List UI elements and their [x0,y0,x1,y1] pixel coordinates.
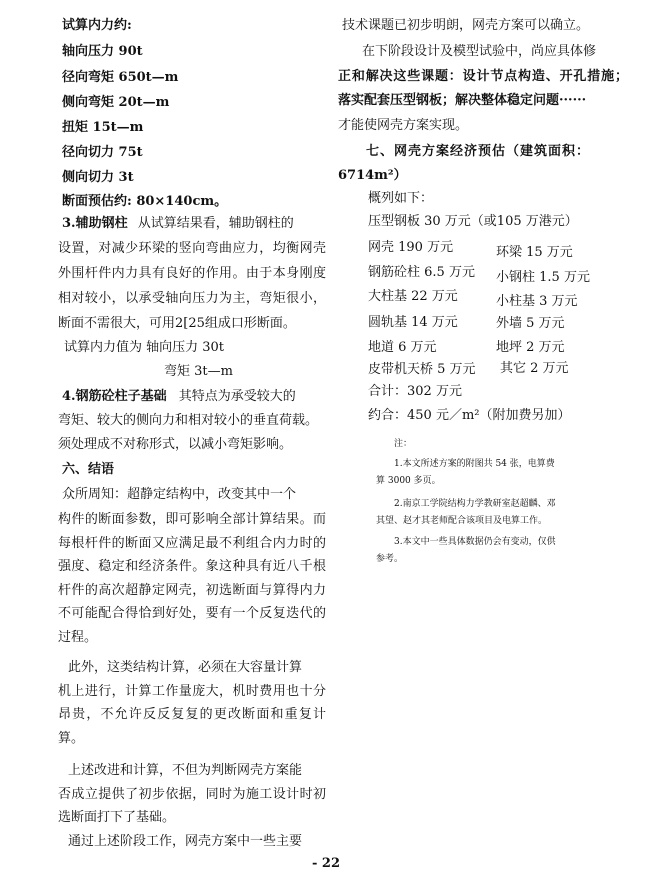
estimate-intro: 概列如下： [368,191,434,206]
conclusion-para3-line: 否成立提供了初步依据，同时为施工设计时初 [58,787,326,802]
rc-column-first-text: 其特点为承受较大的 [178,389,296,404]
note-line: 参考。 [376,554,404,564]
conclusion-para2-line: 此外，这类结构计算，必须在大容量计算 [68,660,303,675]
cost-item-left: 皮带机天桥 5 万元 [368,362,476,377]
cost-item-left: 钢筋砼柱 6.5 万元 [368,265,475,280]
lateral-moment-line: 侧向弯矩 20t—m [62,95,170,110]
rc-column-first-line [62,389,296,405]
conclusion-para4-line: 通过上述阶段工作，网壳方案中一些主要 [68,834,303,849]
continued-line: 技术课题已初步明朗，网壳方案可以确立。 [342,18,590,33]
conclusion-para3-line: 选断面打下了基础。 [58,810,176,825]
aux-column-line: 设置，对减少环梁的竖向弯曲应力，均衡网壳 [58,241,326,256]
radial-moment-line: 径向弯矩 650t—m [62,70,179,85]
axial-force-line: 轴向压力 90t [62,44,143,59]
aux-column-first-text: 从试算结果看，辅助钢柱的 [137,216,294,231]
conclusion-para1-line: 构件的断面参数，即可影响全部计算结果。而 [58,512,326,527]
cost-total: 合计：302 万元 [368,384,462,399]
conclusion-para1-line: 众所周知：超静定结构中，改变其中一个 [62,487,297,502]
conclusion-para1-line: 过程。 [58,630,98,645]
aux-column-heading: 3.辅助钢柱 [62,216,128,231]
aux-force-line-2: 弯矩 3t—m [164,364,233,379]
aux-column-first-line [62,216,326,232]
conclusion-para2-line: 机上进行，计算工作量庞大，机时费用也十分 [58,684,326,699]
next-stage-line: 在下阶段设计及模型试验中，尚应具体修 [362,44,597,59]
rc-column-line: 须处理成不对称形式，以减小弯矩影响。 [58,437,293,452]
cost-item-right: 外墙 5 万元 [496,316,565,331]
steel-plate-cost: 压型钢板 30 万元（或105 万港元） [368,214,578,229]
section7-heading: 七、网壳方案经济预估（建筑面积： [366,144,591,159]
note-line: 3.本文中一些具体数据仍会有变动，仅供 [394,537,556,547]
conclusion-para2-line: 算。 [58,731,85,746]
page-number: - 22 [312,856,341,871]
note-line: 2.南京工学院结构力学教研室赵超麟、邓 [394,499,556,509]
aux-column-line: 外围杆件内力具有良好的作用。由于本身刚度 [58,266,326,281]
conclusion-para3-line: 上述改进和计算，不但为判断网壳方案能 [68,763,303,778]
cost-item-left: 网壳 190 万元 [368,240,454,255]
note-line: 算 3000 多页。 [376,476,441,486]
conclusion-para2-line: 昂贵，不允许反反复复的更改断面和重复计 [58,707,326,722]
lateral-shear-line: 侧向切力 3t [62,170,134,185]
conclusion-para1-line: 杆件的高次超静定网壳，初选断面与算得内力 [58,583,326,598]
note-line: 其望、赵才其老师配合该项目及电算工作。 [376,516,548,526]
cost-item-right: 地坪 2 万元 [496,340,565,355]
conclusion-para1-line: 强度、稳定和经济条件。象这种具有近八千根 [58,559,326,574]
cost-item-left: 大柱基 22 万元 [368,289,458,304]
note-line: 1.本文所述方案的附图共 54 张，电算费 [394,459,555,469]
radial-shear-line: 径向切力 75t [62,145,143,160]
cost-item-right: 环梁 15 万元 [496,245,573,260]
rc-column-heading: 4.钢筋砼柱子基础 [62,389,167,404]
conclusion-para1-line: 不可能配合得恰到好处，要有一个反复迭代的 [58,606,326,621]
next-stage-line: 正和解决这些课题：设计节点构造、开孔措施； [338,69,628,84]
notes-title: 注： [394,439,413,449]
aux-force-line-1: 试算内力值为 轴向压力 30t [64,340,225,355]
cost-item-left: 地道 6 万元 [368,340,437,355]
cost-item-right: 小柱基 3 万元 [496,294,578,309]
cost-item-right: 其它 2 万元 [500,361,569,376]
cost-per-area: 约合：450 元／m²（附加费另加） [368,408,571,423]
section7-area: 6714m²） [338,168,407,183]
next-stage-line: 落实配套压型钢板；解决整体稳定问题······ [338,93,587,108]
load-section-title: 试算内力约: [62,18,132,33]
next-stage-line: 才能使网壳方案实现。 [338,118,469,133]
cost-item-right: 小钢柱 1.5 万元 [496,270,590,285]
conclusion-para1-line: 每根杆件的断面又应满足最不利组合内力时的 [58,536,326,551]
aux-column-line: 相对较小，以承受轴向压力为主，弯矩很小， [58,291,326,306]
rc-column-line: 弯矩、较大的侧向力和相对较小的垂直荷载。 [58,413,319,428]
conclusion-heading: 六、结语 [62,462,115,477]
cost-item-left: 圆轨基 14 万元 [368,315,458,330]
section-estimate-line: 断面预估约: 80×140cm。 [62,194,228,209]
torque-line: 扭矩 15t—m [62,120,144,135]
aux-column-line: 断面不需很大，可用2[25组成口形断面。 [58,316,296,331]
